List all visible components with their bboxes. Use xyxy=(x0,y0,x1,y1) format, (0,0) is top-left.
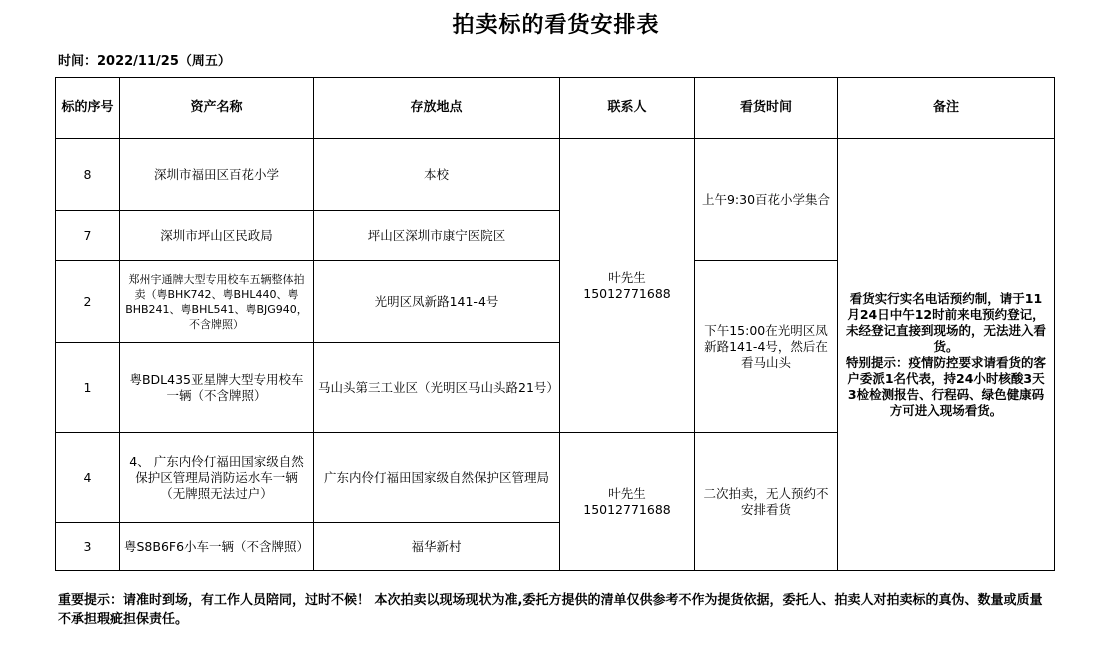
contact-phone: 15012771688 xyxy=(583,501,671,517)
contact-name: 叶先生 xyxy=(608,485,646,501)
header-viewing-time: 看货时间 xyxy=(695,78,838,139)
lot-number-cell: 1 xyxy=(56,343,120,433)
header-remark: 备注 xyxy=(838,78,1055,139)
lot-number-cell: 2 xyxy=(56,261,120,343)
location-cell: 福华新村 xyxy=(314,523,560,571)
table-header-row xyxy=(56,78,1055,139)
header-contact: 联系人 xyxy=(560,78,695,139)
header-asset-name: 资产名称 xyxy=(120,78,314,139)
asset-name-cell: 郑州宇通牌大型专用校车五辆整体拍卖（粤BHK742、粤BHL440、粤BHB241、粤BHL541、粤BJG940，不含牌照） xyxy=(120,261,314,343)
asset-name-cell: 粤BDL435亚星牌大型专用校车一辆（不含牌照） xyxy=(120,343,314,433)
header-lot-number: 标的序号 xyxy=(56,78,120,139)
important-notice: 重要提示：请准时到场，有工作人员陪同，过时不候！ 本次拍卖以现场现状为准,委托方提供的清单仅供参考不作为提货依据，委托人、拍卖人对拍卖标的真伪、数量或质量不承担瑕疵担保责任。 xyxy=(58,593,1043,627)
viewing-schedule-table xyxy=(55,77,1055,571)
location-cell: 坪山区深圳市康宁医院区 xyxy=(314,211,560,261)
page-title: 拍卖标的看货安排表 xyxy=(452,13,660,38)
contact-cell xyxy=(560,433,695,571)
remark-appointment: 看货实行实名电话预约制，请于11月24日中午12时前来电预约登记，未经登记直接到现场的，无法进入看货。 xyxy=(845,290,1046,354)
remark-special-notice: 特别提示：疫情防控要求请看货的客户委派1名代表，持24小时核酸3天3检检测报告、行程码、绿色健康码方可进入现场看货。 xyxy=(845,354,1046,418)
lot-number-cell: 8 xyxy=(56,139,120,211)
header-location: 存放地点 xyxy=(314,78,560,139)
remark-cell xyxy=(838,139,1055,571)
contact-cell xyxy=(560,139,695,433)
location-cell: 光明区凤新路141-4号 xyxy=(314,261,560,343)
viewing-time-cell: 下午15:00在光明区凤新路141-4号，然后在看马山头 xyxy=(695,261,838,433)
location-cell: 广东内伶仃福田国家级自然保护区管理局 xyxy=(314,433,560,523)
lot-number-cell: 7 xyxy=(56,211,120,261)
asset-name-cell: 粤S8B6F6小车一辆（不含牌照） xyxy=(120,523,314,571)
viewing-time-cell: 上午9:30百花小学集合 xyxy=(695,139,838,261)
asset-name-cell: 4、 广东内伶仃福田国家级自然保护区管理局消防运水车一辆（无牌照无法过户） xyxy=(120,433,314,523)
location-cell: 马山头第三工业区（光明区马山头路21号） xyxy=(314,343,560,433)
asset-name-cell: 深圳市福田区百花小学 xyxy=(120,139,314,211)
location-cell: 本校 xyxy=(314,139,560,211)
lot-number-cell: 4 xyxy=(56,433,120,523)
viewing-time-cell: 二次拍卖，无人预约不安排看货 xyxy=(695,433,838,571)
table-row xyxy=(56,139,1055,211)
date-line: 时间：2022/11/25（周五） xyxy=(58,54,231,69)
contact-phone: 15012771688 xyxy=(583,285,671,301)
contact-name: 叶先生 xyxy=(608,269,646,285)
lot-number-cell: 3 xyxy=(56,523,120,571)
asset-name-cell: 深圳市坪山区民政局 xyxy=(120,211,314,261)
